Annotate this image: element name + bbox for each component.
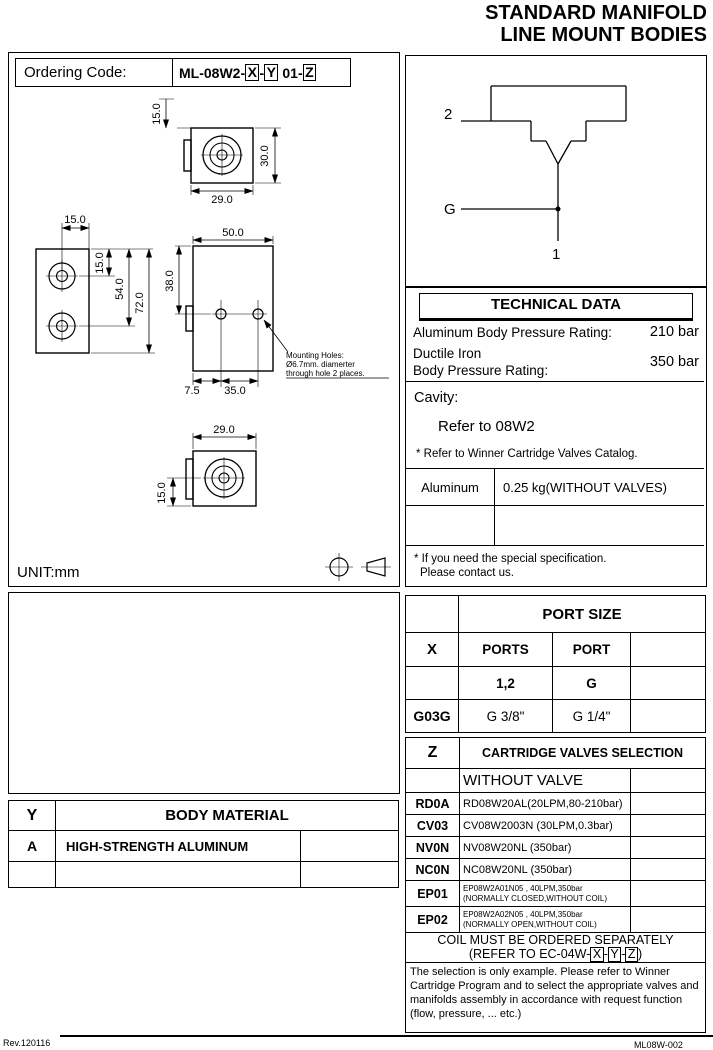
footer-rule bbox=[60, 1035, 713, 1037]
ordering-x-placeholder: X bbox=[245, 64, 259, 81]
footnote-line2: Please contact us. bbox=[420, 567, 514, 579]
ordering-y-placeholder: Y bbox=[264, 64, 278, 81]
valve-desc-line1: EP08W2A01N05 , 40LPM,350bar bbox=[463, 884, 583, 893]
ductile-pressure-label bbox=[413, 345, 548, 379]
ports-numbers: 1,2 bbox=[459, 667, 553, 700]
special-spec-note bbox=[414, 552, 606, 580]
ordering-z-placeholder: Z bbox=[303, 64, 317, 81]
valve-desc bbox=[460, 907, 631, 933]
weight-table bbox=[406, 468, 704, 546]
valve-desc: RD08W20AL(20LPM,80-210bar) bbox=[460, 793, 631, 815]
ordering-dash: - bbox=[259, 64, 265, 81]
ductile-pressure-value: 350 bar bbox=[649, 354, 699, 370]
empty-cell bbox=[56, 862, 301, 888]
coil-prefix: (REFER TO EC-04W- bbox=[468, 947, 591, 961]
col-header-port: PORT bbox=[553, 633, 631, 667]
empty-cell bbox=[495, 506, 704, 545]
schematic-panel bbox=[405, 55, 707, 287]
coil-note-line1: COIL MUST BE ORDERED SEPARATELY bbox=[437, 933, 674, 947]
ductile-label-line1: Ductile Iron bbox=[413, 346, 482, 361]
ports-size-value: G 3/8" bbox=[459, 700, 553, 733]
end-view bbox=[36, 223, 155, 353]
page-title bbox=[320, 2, 707, 46]
empty-cell bbox=[301, 862, 399, 888]
valve-desc: CV08W2003N (30LPM,0.3bar) bbox=[460, 815, 631, 837]
selection-note: The selection is only example. Please refer to Winner Cartridge Program and to select the appropriate valves and manifolds assembly in accordance with request function (flow, pressure, ... etc.) bbox=[406, 963, 706, 1033]
valve-code: NC0N bbox=[406, 859, 460, 881]
pressure-rating-aluminum bbox=[413, 324, 699, 340]
cartridge-title: CARTRIDGE VALVES SELECTION bbox=[460, 738, 706, 769]
port-size-x: X bbox=[406, 633, 459, 667]
cavity-label: Cavity: bbox=[414, 390, 459, 406]
empty-cell bbox=[631, 667, 706, 700]
divider bbox=[406, 381, 704, 382]
cartridge-z: Z bbox=[406, 738, 460, 769]
ordering-code-label: Ordering Code: bbox=[16, 59, 173, 86]
dim-label: 38.0 bbox=[164, 270, 176, 292]
port-g-label: G bbox=[444, 201, 456, 218]
weight-row bbox=[406, 469, 704, 506]
dim-label: 29.0 bbox=[211, 194, 233, 206]
empty-cell bbox=[631, 881, 706, 907]
mounting-note-line2: Ø6.7mm. diamerter bbox=[286, 360, 355, 369]
dim-label: 7.5 bbox=[184, 385, 200, 397]
dim-label: 72.0 bbox=[134, 292, 146, 314]
port-2-label: 2 bbox=[444, 106, 453, 123]
ordering-code-box bbox=[15, 58, 351, 87]
empty-cell bbox=[631, 633, 706, 667]
port-1-label: 1 bbox=[552, 246, 561, 263]
coil-note-line2 bbox=[406, 947, 705, 962]
mounting-note-line3: through hole 2 places. bbox=[286, 369, 365, 378]
empty-cell bbox=[631, 793, 706, 815]
bottom-view bbox=[167, 433, 256, 506]
ductile-label-line2: Body Pressure Rating: bbox=[413, 363, 549, 378]
coil-suffix: ) bbox=[638, 947, 643, 961]
valve-desc: NC08W20NL (350bar) bbox=[460, 859, 631, 881]
valve-code: NV0N bbox=[406, 837, 460, 859]
coil-x-placeholder: X bbox=[590, 947, 603, 962]
pressure-rating-ductile bbox=[413, 345, 699, 379]
valve-desc-line2: (NORMALLY CLOSED,WITHOUT COIL) bbox=[463, 893, 608, 903]
weight-material: Aluminum bbox=[406, 469, 495, 505]
empty-cell bbox=[631, 769, 706, 793]
front-view bbox=[175, 236, 389, 387]
port-code: G03G bbox=[406, 700, 459, 733]
coil-z-placeholder: Z bbox=[625, 947, 638, 962]
junction-dot bbox=[556, 207, 561, 212]
valve-desc bbox=[460, 881, 631, 907]
weight-row-empty bbox=[406, 506, 704, 545]
coil-dash: - bbox=[621, 947, 626, 961]
mounting-note-line1: Mounting Holes: bbox=[286, 351, 344, 360]
dim-label: 30.0 bbox=[259, 145, 271, 167]
valve-row bbox=[406, 815, 706, 837]
dim-label: 54.0 bbox=[114, 278, 126, 300]
title-line-2: LINE MOUNT BODIES bbox=[500, 24, 707, 46]
port-size-value: G 1/4" bbox=[553, 700, 631, 733]
valve-code: CV03 bbox=[406, 815, 460, 837]
dim-label: 15.0 bbox=[94, 252, 106, 274]
valve-row bbox=[406, 907, 706, 933]
cavity-outline bbox=[461, 86, 626, 241]
title-line-1: STANDARD MANIFOLD bbox=[485, 2, 707, 24]
valve-row bbox=[406, 793, 706, 815]
ordering-code-value bbox=[173, 59, 350, 86]
valve-row bbox=[406, 859, 706, 881]
col-header-ports: PORTS bbox=[459, 633, 553, 667]
dim-label: 35.0 bbox=[224, 385, 246, 397]
dim-label: 15.0 bbox=[64, 214, 86, 226]
empty-cell bbox=[631, 700, 706, 733]
valve-desc-line2: (NORMALLY OPEN,WITHOUT COIL) bbox=[463, 919, 597, 929]
aluminum-pressure-value: 210 bar bbox=[649, 324, 699, 340]
ordering-mid: 01- bbox=[278, 64, 303, 81]
port-size-title: PORT SIZE bbox=[459, 596, 706, 633]
empty-cell bbox=[631, 815, 706, 837]
body-material-title: BODY MATERIAL bbox=[56, 801, 399, 831]
valve-code: EP02 bbox=[406, 907, 460, 933]
doc-number: ML08W-002 bbox=[634, 1040, 683, 1050]
valve-row bbox=[406, 881, 706, 907]
port-letter: G bbox=[553, 667, 631, 700]
coil-note bbox=[406, 933, 706, 963]
empty-cell bbox=[9, 862, 56, 888]
technical-data-section bbox=[405, 287, 707, 587]
material-desc: HIGH-STRENGTH ALUMINUM bbox=[56, 831, 301, 862]
empty-cell bbox=[631, 907, 706, 933]
coil-y-placeholder: Y bbox=[608, 947, 621, 962]
dimension-drawings bbox=[9, 53, 397, 584]
dim-label: 29.0 bbox=[213, 424, 235, 436]
cavity-value: Refer to 08W2 bbox=[438, 418, 535, 435]
drawing-panel bbox=[8, 52, 400, 587]
body-material-table bbox=[8, 800, 399, 888]
cartridge-valves-table bbox=[405, 737, 706, 1033]
ordering-prefix: ML-08W2- bbox=[179, 64, 246, 81]
valve-desc: NV08W20NL (350bar) bbox=[460, 837, 631, 859]
empty-cell bbox=[406, 769, 460, 793]
empty-panel bbox=[8, 592, 400, 794]
cavity-note: * Refer to Winner Cartridge Valves Catalog. bbox=[416, 448, 638, 460]
valve-code: RD0A bbox=[406, 793, 460, 815]
revision-label: Rev.120116 bbox=[3, 1038, 51, 1048]
empty-cell bbox=[631, 859, 706, 881]
empty-cell bbox=[301, 831, 399, 862]
dim-label: 50.0 bbox=[222, 227, 244, 239]
body-material-y: Y bbox=[9, 801, 56, 831]
empty-cell bbox=[631, 837, 706, 859]
coil-dash: - bbox=[603, 947, 608, 961]
dim-label: 15.0 bbox=[156, 482, 168, 504]
without-valve: WITHOUT VALVE bbox=[460, 769, 631, 793]
technical-data-header: TECHNICAL DATA bbox=[419, 293, 693, 321]
unit-label: UNIT:mm bbox=[17, 564, 80, 581]
cavity-schematic bbox=[406, 56, 704, 284]
empty-cell bbox=[406, 596, 459, 633]
weight-value: 0.25 kg(WITHOUT VALVES) bbox=[503, 479, 667, 495]
valve-row bbox=[406, 837, 706, 859]
footnote-line1: * If you need the special specification. bbox=[414, 553, 607, 565]
valve-desc-line1: EP08W2A02N05 , 40LPM,350bar bbox=[463, 910, 583, 919]
empty-cell bbox=[406, 667, 459, 700]
aluminum-pressure-label: Aluminum Body Pressure Rating: bbox=[413, 324, 612, 340]
material-code: A bbox=[9, 831, 56, 862]
valve-code: EP01 bbox=[406, 881, 460, 907]
empty-cell bbox=[406, 506, 495, 545]
port-size-table bbox=[405, 595, 706, 733]
dim-label: 15.0 bbox=[151, 103, 163, 125]
projection-symbol bbox=[325, 553, 391, 581]
